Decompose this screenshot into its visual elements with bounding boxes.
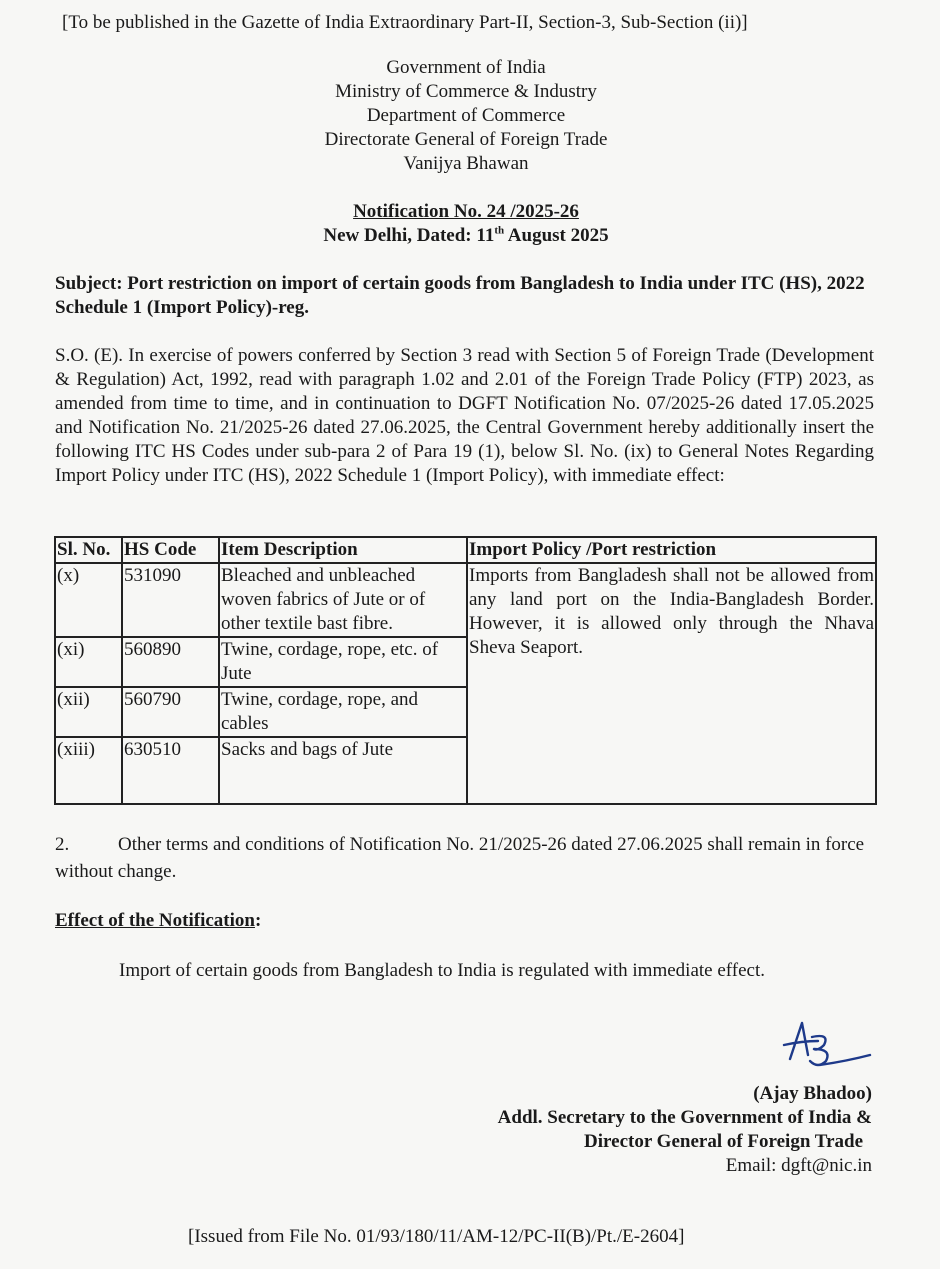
notification-date: New Delhi, Dated: 11th August 2025 <box>323 224 609 246</box>
header-line-building: Vanijya Bhawan <box>403 153 529 174</box>
cell-item-description: Bleached and unbleached woven fabrics of Jute or of other textile bast fibre. <box>219 563 467 637</box>
col-header-hs-code: HS Code <box>122 537 219 563</box>
cell-hs-code: 531090 <box>122 563 219 637</box>
col-header-import-policy: Import Policy /Port restriction <box>467 537 876 563</box>
effect-heading: Effect of the Notification: <box>55 910 262 931</box>
paragraph-number: 2. <box>55 834 70 855</box>
signature-image <box>772 1015 872 1075</box>
cell-sl-no: (xi) <box>55 637 122 687</box>
signatory-name: (Ajay Bhadoo) <box>753 1083 872 1104</box>
notification-number: Notification No. 24 /2025-26 <box>353 201 579 222</box>
paragraph-2 <box>55 831 875 885</box>
issued-from-file: [Issued from File No. 01/93/180/11/AM-12/PC-II(B)/Pt./E-2604] <box>188 1226 685 1247</box>
cell-sl-no: (xiii) <box>55 737 122 804</box>
table-row <box>55 563 876 637</box>
cell-hs-code: 560790 <box>122 687 219 737</box>
header-line-department: Department of Commerce <box>366 105 566 126</box>
col-header-item-description: Item Description <box>219 537 467 563</box>
cell-item-description: Twine, cordage, rope, etc. of Jute <box>219 637 467 687</box>
cell-sl-no: (x) <box>55 563 122 637</box>
gazette-line: [To be published in the Gazette of India Extraordinary Part-II, Section-3, Sub-Section (ii)] <box>62 12 748 33</box>
notification-title <box>0 200 932 248</box>
issuing-authority-header <box>0 56 932 176</box>
cell-item-description: Sacks and bags of Jute <box>219 737 467 804</box>
effect-text: Import of certain goods from Bangladesh to India is regulated with immediate effect. <box>119 960 765 981</box>
header-line-ministry: Ministry of Commerce & Industry <box>335 81 597 102</box>
paragraph-2-text: Other terms and conditions of Notification No. 21/2025-26 dated 27.06.2025 shall remain in force without change. <box>55 834 865 882</box>
hs-code-table <box>54 536 877 805</box>
header-line-government: Government of India <box>386 57 546 78</box>
subject-line: Subject: Port restriction on import of certain goods from Bangladesh to India under ITC (HS), 2022 Schedule 1 (Import Policy)-reg. <box>55 273 865 318</box>
signatory-designation-1: Addl. Secretary to the Government of India & <box>497 1107 872 1128</box>
body-paragraph: S.O. (E). In exercise of powers conferred by Section 3 read with Section 5 of Foreign Trade (Development & Regulation) Act, 1992, read with paragraph 1.02 and 2.01 of the Foreign Trade Policy (FTP) 2023, as amended from time to time, and in continuation to DGFT Notification No. 07/2025-26 dated 17.05.2025 and Notification No. 21/2025-26 dated 27.06.2025, the Central Government hereby additionally insert the following ITC HS Codes under sub-para 2 of Para 19 (1), below Sl. No. (ix) to General Notes Regarding Import Policy under ITC (HS), 2022 Schedule 1 (Import Policy), with immediate effect: <box>55 345 874 486</box>
cell-import-policy: Imports from Bangladesh shall not be allowed from any land port on the India-Bangladesh Border. However, it is allowed only through the Nhava Sheva Seaport. <box>467 563 876 804</box>
signatory-designation-2: Director General of Foreign Trade <box>584 1131 863 1152</box>
cell-item-description: Twine, cordage, rope, and cables <box>219 687 467 737</box>
cell-hs-code: 630510 <box>122 737 219 804</box>
signatory-email: Email: dgft@nic.in <box>725 1155 872 1176</box>
col-header-sl-no: Sl. No. <box>55 537 122 563</box>
header-line-directorate: Directorate General of Foreign Trade <box>324 129 608 150</box>
cell-hs-code: 560890 <box>122 637 219 687</box>
cell-sl-no: (xii) <box>55 687 122 737</box>
table-header-row <box>55 537 876 563</box>
